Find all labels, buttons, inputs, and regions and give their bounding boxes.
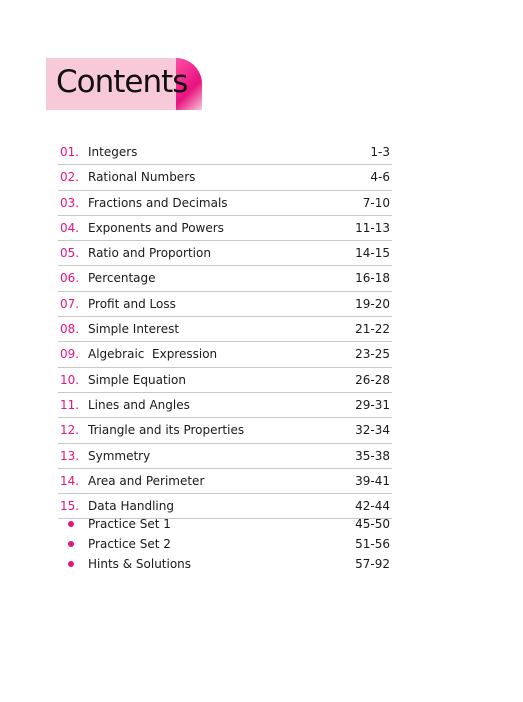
- chapter-number: 10.: [60, 372, 80, 387]
- extra-title: Hints & Solutions: [88, 557, 192, 571]
- chapter-pages: 16-18: [355, 271, 390, 286]
- chapter-pages: 7-10: [362, 195, 390, 210]
- chapter-title: Profit and Loss: [88, 296, 176, 311]
- extra-title: Practice Set 2: [88, 537, 171, 551]
- toc-row[interactable]: [58, 140, 392, 165]
- chapter-pages: 39-41: [355, 473, 390, 488]
- chapter-number: 13.: [60, 448, 80, 463]
- toc-row[interactable]: [58, 368, 392, 393]
- chapter-number: 05.: [60, 246, 80, 261]
- chapter-pages: 35-38: [355, 448, 390, 463]
- chapter-number: 07.: [60, 296, 80, 311]
- extra-item[interactable]: [58, 514, 392, 534]
- chapter-title: Exponents and Powers: [88, 220, 224, 235]
- toc-row[interactable]: [58, 393, 392, 418]
- chapter-number: 02.: [60, 170, 80, 185]
- chapter-pages: 14-15: [355, 246, 390, 261]
- extra-pages: 51-56: [355, 537, 390, 551]
- chapter-title: Lines and Angles: [88, 397, 190, 412]
- chapter-number: 15.: [60, 499, 80, 514]
- chapter-pages: 42-44: [355, 499, 390, 514]
- contents-title-banner: [46, 58, 202, 112]
- bullet-icon: [68, 521, 74, 527]
- page-title: Contents: [56, 64, 188, 100]
- chapter-title: Ratio and Proportion: [88, 246, 211, 261]
- toc-row[interactable]: [58, 418, 392, 443]
- chapter-title: Percentage: [88, 271, 156, 286]
- chapter-title: Fractions and Decimals: [88, 195, 228, 210]
- toc-row[interactable]: [58, 342, 392, 367]
- chapter-pages: 26-28: [355, 372, 390, 387]
- chapter-title: Simple Interest: [88, 322, 180, 337]
- chapter-pages: 11-13: [355, 220, 390, 235]
- toc-row[interactable]: [58, 266, 392, 291]
- chapter-pages: 1-3: [370, 145, 390, 159]
- chapter-pages: 21-22: [355, 322, 390, 337]
- extras-list: [58, 514, 392, 574]
- chapter-number: 12.: [60, 423, 80, 438]
- chapter-number: 06.: [60, 271, 80, 286]
- chapter-number: 11.: [60, 397, 80, 412]
- chapter-title: Triangle and its Properties: [88, 423, 245, 438]
- extra-title: Practice Set 1: [88, 517, 171, 531]
- table-of-contents: [58, 140, 392, 519]
- toc-row[interactable]: [58, 292, 392, 317]
- toc-row[interactable]: [58, 165, 392, 190]
- chapter-number: 01.: [60, 145, 80, 159]
- chapter-number: 03.: [60, 195, 80, 210]
- chapter-pages: 4-6: [370, 170, 390, 185]
- chapter-number: 09.: [60, 347, 80, 362]
- toc-row[interactable]: [58, 469, 392, 494]
- chapter-title: Simple Equation: [88, 372, 186, 387]
- extra-pages: 45-50: [355, 517, 390, 531]
- toc-row[interactable]: [58, 216, 392, 241]
- chapter-pages: 19-20: [355, 296, 390, 311]
- toc-row[interactable]: [58, 241, 392, 266]
- chapter-number: 04.: [60, 220, 80, 235]
- chapter-title: Symmetry: [88, 448, 151, 463]
- bullet-icon: [68, 541, 74, 547]
- chapter-pages: 32-34: [355, 423, 390, 438]
- bullet-icon: [68, 561, 74, 567]
- chapter-pages: 29-31: [355, 397, 390, 412]
- toc-row[interactable]: [58, 317, 392, 342]
- toc-row[interactable]: [58, 444, 392, 469]
- toc-row[interactable]: [58, 191, 392, 216]
- chapter-title: Area and Perimeter: [88, 473, 205, 488]
- chapter-pages: 23-25: [355, 347, 390, 362]
- extra-item[interactable]: [58, 534, 392, 554]
- extra-pages: 57-92: [355, 557, 390, 571]
- extra-item[interactable]: [58, 554, 392, 574]
- chapter-title: Rational Numbers: [88, 170, 196, 185]
- chapter-title: Algebraic Expression: [88, 347, 218, 362]
- chapter-title: Integers: [88, 145, 138, 159]
- chapter-number: 14.: [60, 473, 80, 488]
- chapter-number: 08.: [60, 322, 80, 337]
- chapter-title: Data Handling: [88, 499, 174, 514]
